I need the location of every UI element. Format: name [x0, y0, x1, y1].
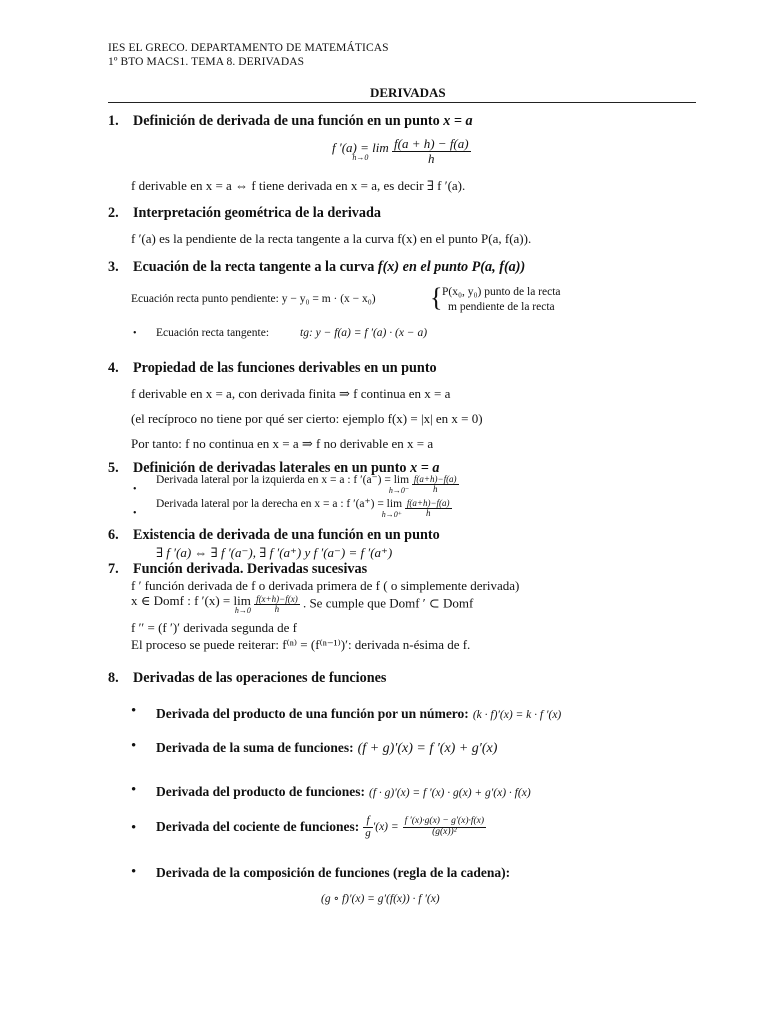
- right-derivative-subscript: h→0⁺: [381, 509, 403, 519]
- condition-point: P(x₀, y₀) punto de la recta: [442, 286, 561, 298]
- right-derivative-quotient: [405, 499, 452, 519]
- chain-rule-formula: (g ∘ f)′(x) = g′(f(x)) · f ′(x): [321, 893, 440, 905]
- section-1-note: f derivable en x = a ⇔ f tiene derivada en x = a, es decir ∃ f ′(a).: [131, 178, 466, 193]
- difference-quotient: [392, 137, 471, 165]
- section-2-heading: [108, 205, 381, 222]
- limit-lhs: f ′(a) = lim: [332, 139, 389, 155]
- rule-product: [156, 783, 531, 801]
- derivative-function-numerator: f(x+h)−f(x): [256, 593, 298, 604]
- left-quotient-numerator: f(a+h)−f(a): [413, 474, 457, 484]
- derivative-function-limit: [131, 594, 251, 615]
- left-derivative-text: Derivada lateral por la izquierda en x = a : f ′(a⁻) = lim: [156, 474, 410, 487]
- right-quotient-denominator: h: [425, 508, 431, 519]
- rhs-denominator: (g(x))²: [432, 826, 457, 837]
- section-7-number: 7.: [108, 561, 119, 577]
- section-3-heading: [108, 259, 525, 276]
- section-7-line-3: f ′′ = (f ′)′ derivada segunda de f: [131, 620, 297, 635]
- section-3-title: Ecuación de la recta tangente a la curva: [133, 259, 375, 275]
- rule-label: Derivada del producto de una función por un número:: [156, 706, 469, 721]
- chain-rule-label: Derivada de la composición de funciones (regla de la cadena):: [156, 865, 511, 880]
- right-derivative-line: [156, 499, 452, 519]
- rule-formula: (f · g)′(x) = f ′(x) · g(x) + g′(x) · f(x): [369, 787, 531, 799]
- rhs-numerator: f ′(x)·g(x) − g′(x)·f(x): [404, 815, 485, 826]
- section-4-title: Propiedad de las funciones derivables en un punto: [133, 360, 437, 376]
- right-quotient-numerator: f(a+h)−f(a): [406, 498, 450, 508]
- bullet-icon: •: [131, 738, 137, 754]
- bullet-icon: •: [133, 508, 137, 519]
- bullet-icon: •: [131, 864, 137, 880]
- section-7-heading: [108, 561, 367, 578]
- section-2-title: Interpretación geométrica de la derivada: [133, 205, 381, 221]
- bullet-icon: •: [133, 328, 137, 339]
- derivative-function-subscript: h→0: [234, 606, 251, 615]
- section-4-number: 4.: [108, 360, 119, 376]
- quotient-mid: ′(x) =: [372, 821, 399, 834]
- rule-formula: (k · f)′(x) = k · f ′(x): [472, 709, 562, 721]
- rule-quotient: [156, 815, 486, 839]
- derivative-function-denominator: h: [274, 604, 280, 614]
- section-1-heading: [108, 113, 473, 130]
- domain-inclusion-text: . Se cumple que Domf ′ ⊂ Domf: [302, 595, 474, 611]
- section-1-number: 1.: [108, 113, 119, 129]
- lhs-numerator: f: [363, 815, 373, 828]
- section-7-title: Función derivada. Derivadas sucesivas: [133, 561, 368, 577]
- section-6-formula: ∃ f ′(a) ⇔ ∃ f ′(a⁻), ∃ f ′(a⁺) y f ′(a⁻) = f ′(a⁺): [156, 545, 393, 560]
- rule-label: Derivada del cociente de funciones:: [156, 819, 360, 835]
- bullet-icon: •: [133, 484, 137, 495]
- left-quotient-denominator: h: [432, 484, 438, 495]
- section-7-line-1: f ′ función derivada de f o derivada primera de f ( o simplemente derivada): [131, 578, 520, 593]
- title-rule: [108, 102, 696, 103]
- section-2-text: f ′(a) es la pendiente de la recta tangente a la curva f(x) en el punto P(a, f(a)).: [131, 231, 532, 246]
- rule-sum: [156, 739, 497, 757]
- bullet-icon: •: [131, 820, 137, 836]
- rule-label: Derivada de la suma de funciones:: [156, 740, 354, 755]
- section-3-number: 3.: [108, 259, 119, 275]
- header-line-1: IES EL GRECO. DEPARTAMENTO DE MATEMÁTICAS: [108, 42, 389, 54]
- rule-label: Derivada del producto de funciones:: [156, 784, 366, 799]
- right-derivative-text: Derivada lateral por la derecha en x = a : f ′(a⁺) = lim: [156, 498, 403, 511]
- section-8-title: Derivadas de las operaciones de funciones: [133, 670, 387, 686]
- derivative-function-text: x ∈ Domf : f ′(x) = lim: [131, 593, 251, 608]
- section-4-heading: [108, 360, 437, 377]
- section-5-title: Definición de derivadas laterales en un punto: [133, 460, 407, 476]
- section-1-title-math: x = a: [443, 113, 473, 129]
- quotient-numerator: f(a + h) − f(a): [394, 136, 469, 151]
- section-7-line-4: El proceso se puede reiterar: f⁽ⁿ⁾ = (f⁽ⁿ⁻¹⁾)′: derivada n-ésima de f.: [131, 637, 471, 652]
- right-derivative-limit: [156, 499, 402, 519]
- left-derivative-subscript: h→0⁻: [388, 485, 410, 495]
- left-derivative-line: [156, 475, 459, 495]
- limit-expression: [332, 141, 389, 162]
- bullet-icon: •: [131, 703, 137, 719]
- condition-brace: {: [430, 283, 443, 312]
- rule-constant-multiple: [156, 705, 561, 723]
- section-4-line-2: (el recíproco no tiene por qué ser cierto: ejemplo f(x) = |x| en x = 0): [131, 411, 483, 426]
- section-4-line-1: f derivable en x = a, con derivada finita ⇒ f continua en x = a: [131, 386, 451, 401]
- section-8-heading: [108, 670, 386, 687]
- tangent-line-label: Ecuación recta tangente:: [156, 327, 270, 339]
- section-5-title-math: x = a: [410, 460, 440, 476]
- left-derivative-quotient: [412, 475, 459, 495]
- quotient-denominator: h: [428, 150, 435, 166]
- quotient-lhs: [363, 815, 373, 839]
- section-6-title: Existencia de derivada de una función en un punto: [133, 527, 440, 543]
- quotient-rhs: [403, 817, 486, 838]
- section-3-title-math: f(x) en el punto P(a, f(a)): [377, 259, 526, 275]
- section-6-number: 6.: [108, 527, 119, 543]
- rule-formula: (f + g)′(x) = f ′(x) + g′(x): [357, 741, 498, 756]
- point-slope-equation: Ecuación recta punto pendiente: y − y₀ = m · (x − x₀): [131, 293, 376, 305]
- lhs-denominator: g: [365, 826, 371, 839]
- section-5-number: 5.: [108, 460, 119, 476]
- section-6-heading: [108, 527, 440, 544]
- section-2-number: 2.: [108, 205, 119, 221]
- derivative-function-quotient: [254, 595, 300, 615]
- left-derivative-limit: [156, 475, 409, 495]
- derivative-definition-formula: [332, 137, 471, 165]
- section-7-line-2: [131, 594, 473, 615]
- header-line-2: 1º BTO MACS1. TEMA 8. DERIVADAS: [108, 56, 305, 68]
- limit-subscript: h→0: [352, 152, 369, 162]
- bullet-icon: •: [131, 782, 137, 798]
- section-4-line-3: Por tanto: f no continua en x = a ⇒ f no derivable en x = a: [131, 436, 434, 451]
- page-title: DERIVADAS: [370, 85, 446, 100]
- condition-slope: m pendiente de la recta: [448, 301, 555, 313]
- section-8-number: 8.: [108, 670, 119, 686]
- section-1-title: Definición de derivada de una función en un punto: [133, 113, 440, 129]
- tangent-line-formula: tg: y − f(a) = f ′(a) · (x − a): [300, 327, 428, 339]
